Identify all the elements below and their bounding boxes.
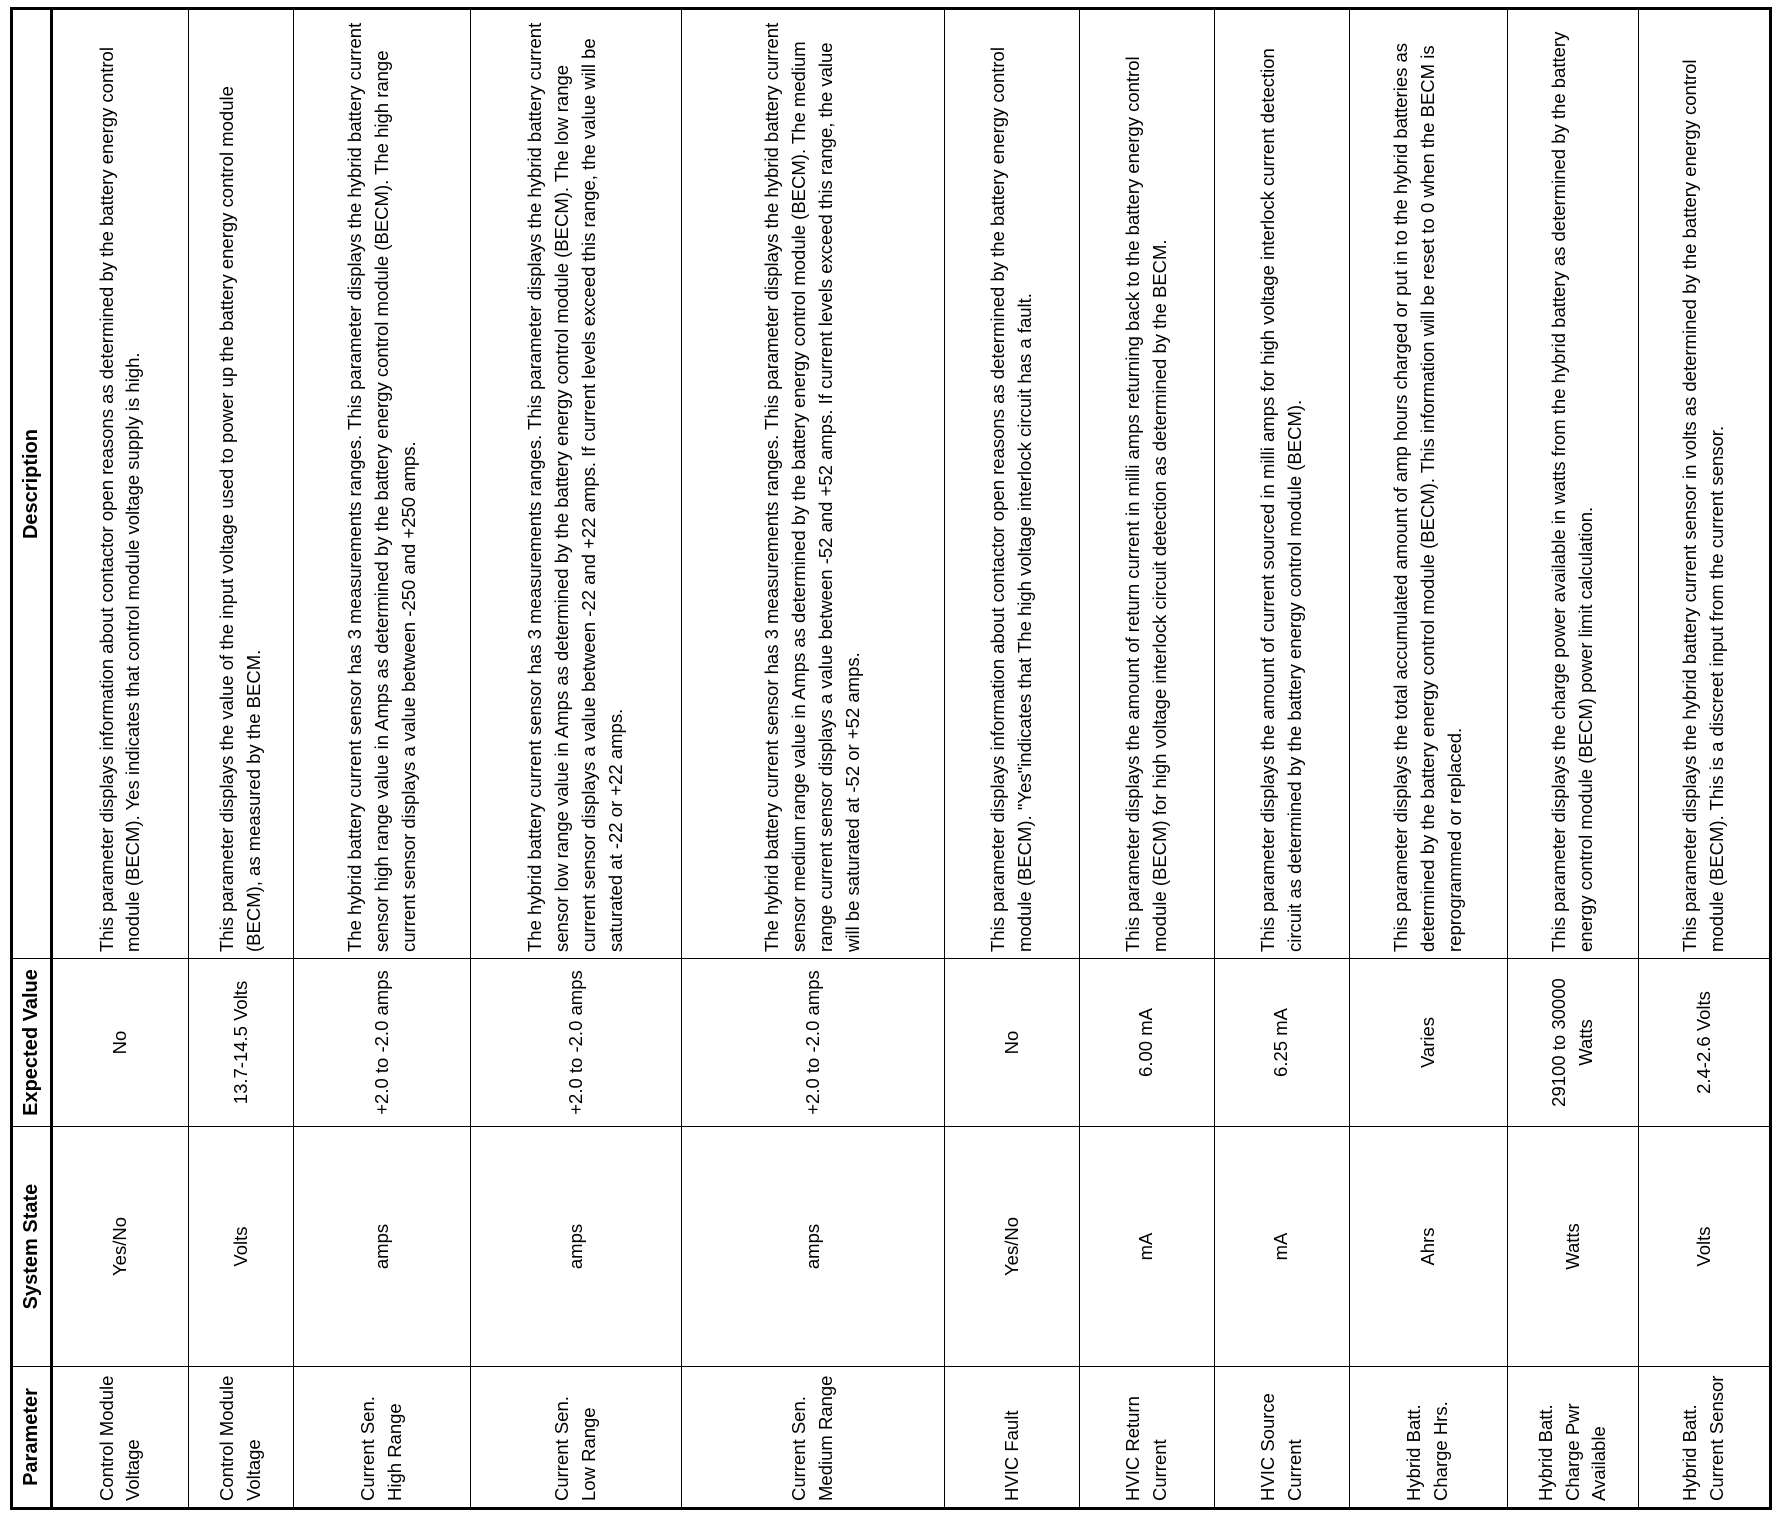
cell-system-state: Volts xyxy=(188,1127,293,1367)
cell-expected-value: +2.0 to -2.0 amps xyxy=(681,959,944,1127)
table-header-row xyxy=(12,9,52,1509)
header-parameter: Parameter xyxy=(12,1367,52,1509)
cell-expected-value: +2.0 to -2.0 amps xyxy=(294,959,471,1127)
cell-parameter: Current Sen. Low Range xyxy=(471,1367,682,1509)
header-system-state: System State xyxy=(12,1127,52,1367)
cell-description: The hybrid battery current sensor has 3 measurements ranges. This parameter displays the hybrid battery current sensor high range value in Amps as determined by the battery energy control module (BECM). The high range current sensor displays a value between -250 and +250 amps. xyxy=(294,9,471,959)
table-row xyxy=(471,9,682,1509)
cell-description: This parameter displays information about contactor open reasons as determined by the battery energy control module (BECM). "Yes"indicates that The high voltage interlock circuit has a fault. xyxy=(945,9,1080,959)
cell-parameter: HVIC Source Current xyxy=(1214,1367,1349,1509)
cell-system-state: Yes/No xyxy=(945,1127,1080,1367)
cell-system-state: amps xyxy=(471,1127,682,1367)
cell-parameter: Control Module Voltage xyxy=(52,1367,189,1509)
cell-description: This parameter displays the value of the input voltage used to power up the battery energy control module (BECM), as measured by the BECM. xyxy=(188,9,293,959)
cell-expected-value: 13.7-14.5 Volts xyxy=(188,959,293,1127)
rotated-page xyxy=(10,10,1772,1510)
cell-parameter: Control Module Voltage xyxy=(188,1367,293,1509)
cell-parameter: HVIC Return Current xyxy=(1079,1367,1214,1509)
cell-expected-value: Varies xyxy=(1349,959,1507,1127)
cell-system-state: mA xyxy=(1214,1127,1349,1367)
cell-expected-value: 6.00 mA xyxy=(1079,959,1214,1127)
cell-description: This parameter displays the charge power available in watts from the hybrid battery as determined by the battery energy control module (BECM) power limit calculation. xyxy=(1507,9,1639,959)
parameter-table xyxy=(10,7,1772,1510)
table-row xyxy=(1349,9,1507,1509)
cell-description: The hybrid battery current sensor has 3 measurements ranges. This parameter displays the hybrid battery current sensor low range value in Amps as determined by the battery energy control module (BECM). The low range current sensor displays a value between -22 and +22 amps. If current levels exceed this range, the value will be saturated at -22 or +22 amps. xyxy=(471,9,682,959)
table-row xyxy=(945,9,1080,1509)
cell-expected-value: +2.0 to -2.0 amps xyxy=(471,959,682,1127)
cell-system-state: mA xyxy=(1079,1127,1214,1367)
cell-description: This parameter displays the total accumulated amount of amp hours charged or put in to the hybrid batteries as determined by the battery energy control module (BECM). This information will be reset to 0 when the BECM is reprogrammed or replaced. xyxy=(1349,9,1507,959)
cell-expected-value: 6.25 mA xyxy=(1214,959,1349,1127)
cell-parameter: Hybrid Batt. Charge Hrs. xyxy=(1349,1367,1507,1509)
cell-expected-value: 29100 to 30000 Watts xyxy=(1507,959,1639,1127)
cell-description: The hybrid battery current sensor has 3 measurements ranges. This parameter displays the hybrid battery current sensor medium range value in Amps as determined by the battery energy control module (BECM). The medium range current sensor displays a value between -52 and +52 amps. If current levels exceed this range, the value will be saturated at -52 or +52 amps. xyxy=(681,9,944,959)
cell-system-state: Yes/No xyxy=(52,1127,189,1367)
table-row xyxy=(1214,9,1349,1509)
table-row xyxy=(188,9,293,1509)
header-description: Description xyxy=(12,9,52,959)
cell-expected-value: 2.4-2.6 Volts xyxy=(1639,959,1771,1127)
cell-parameter: Current Sen. High Range xyxy=(294,1367,471,1509)
table-row xyxy=(52,9,189,1509)
cell-system-state: Watts xyxy=(1507,1127,1639,1367)
cell-description: This parameter displays information about contactor open reasons as determined by the battery energy control module (BECM). Yes indicates that control module voltage supply is high. xyxy=(52,9,189,959)
cell-parameter: Hybrid Batt. Charge Pwr Available xyxy=(1507,1367,1639,1509)
cell-expected-value: No xyxy=(945,959,1080,1127)
cell-description: This parameter displays the amount of current sourced in milli amps for high voltage interlock current detection circuit as determined by the battery energy control module (BECM). xyxy=(1214,9,1349,959)
cell-parameter: Current Sen. Medium Range xyxy=(681,1367,944,1509)
cell-description: This parameter displays the hybrid battery current sensor in volts as determined by the battery energy control module (BECM). This is a discreet input from the current sensor. xyxy=(1639,9,1771,959)
cell-system-state: amps xyxy=(294,1127,471,1367)
cell-description: This parameter displays the amount of return current in milli amps returning back to the battery energy control module (BECM) for high voltage interlock circuit detection as determined by the BECM. xyxy=(1079,9,1214,959)
cell-expected-value: No xyxy=(52,959,189,1127)
table-row xyxy=(681,9,944,1509)
table-row xyxy=(1639,9,1771,1509)
header-expected-value: Expected Value xyxy=(12,959,52,1127)
cell-parameter: Hybrid Batt. Current Sensor xyxy=(1639,1367,1771,1509)
cell-parameter: HVIC Fault xyxy=(945,1367,1080,1509)
cell-system-state: Ahrs xyxy=(1349,1127,1507,1367)
cell-system-state: Volts xyxy=(1639,1127,1771,1367)
table-row xyxy=(1079,9,1214,1509)
table-row xyxy=(1507,9,1639,1509)
cell-system-state: amps xyxy=(681,1127,944,1367)
table-row xyxy=(294,9,471,1509)
